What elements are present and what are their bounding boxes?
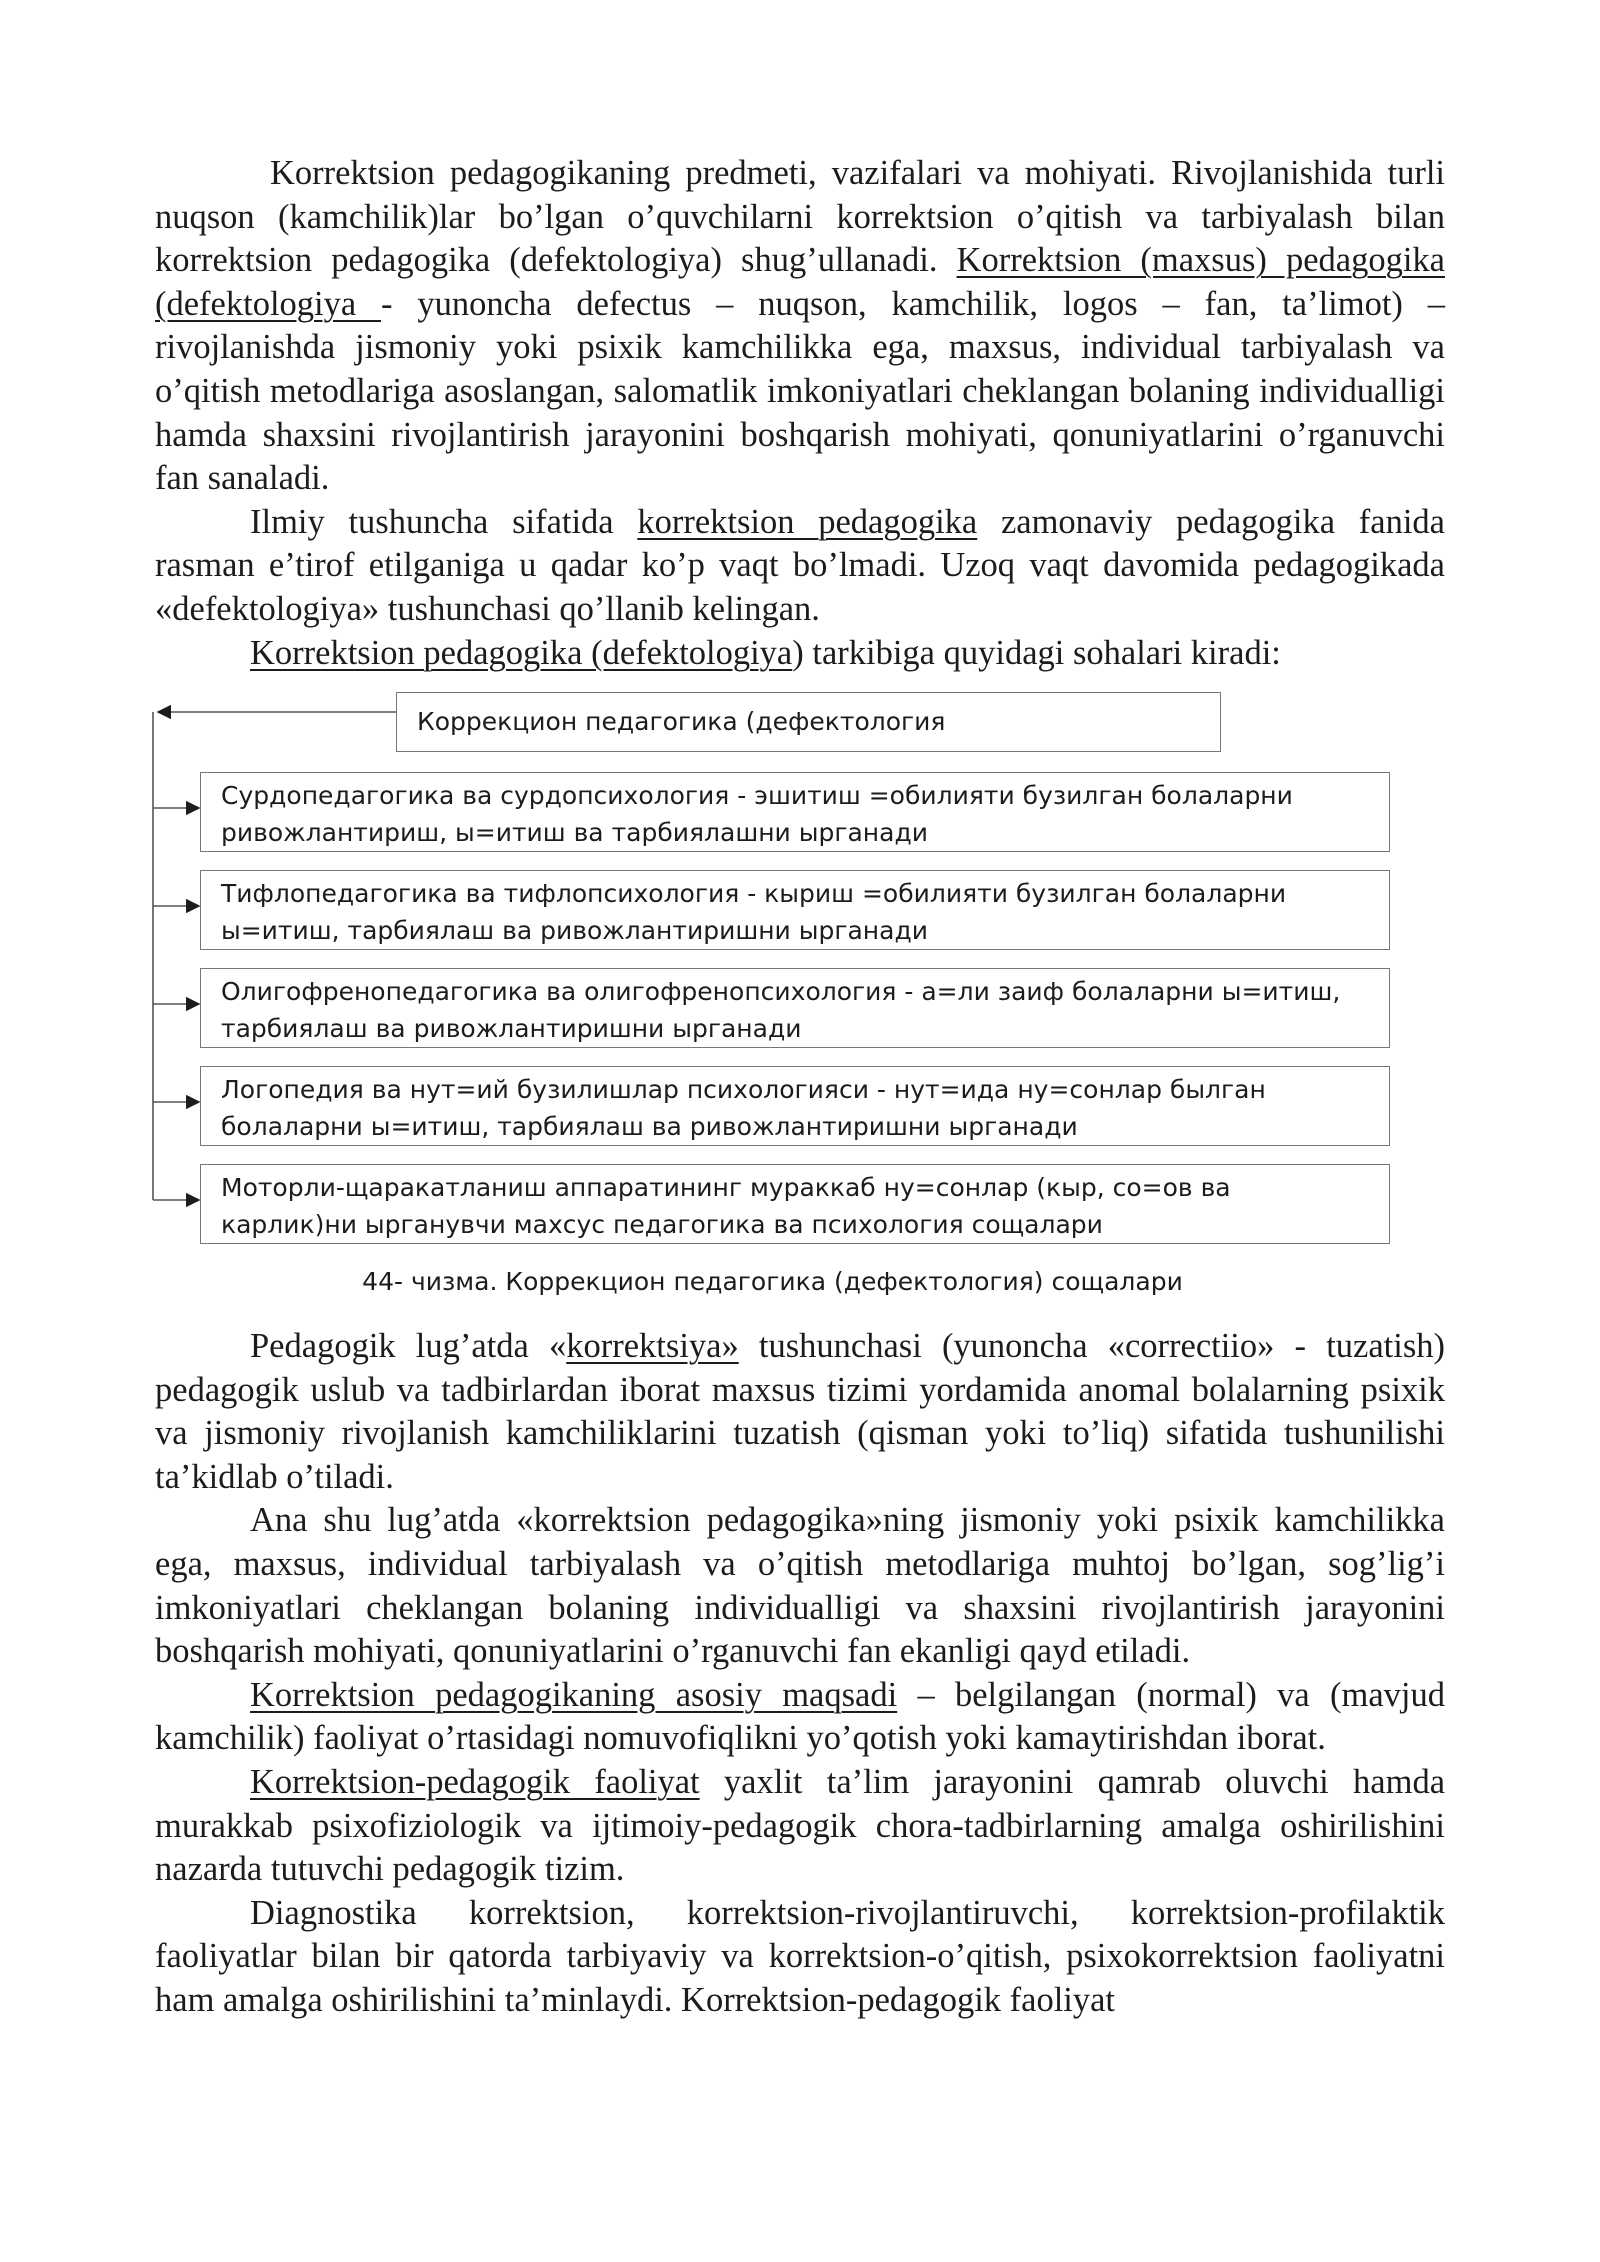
paragraph-1 [155,152,1445,501]
diagram-box-oligophrenopedagogy [200,968,1390,1048]
paragraph-6 [155,1674,1445,1761]
paragraph-7-text-b: yaxlit ta’lim jarayonini qamrab oluvchi hamda murakkab psixofiziologik va ijtimoiy-pedagogik chora-tadbirlarning amalga oshirilishini nazarda tutuvchi pedagogik tizim. [155,1762,1446,1889]
paragraph-6-text-b: – belgilangan (normal) va (mavjud kamchilik) faoliyat o’rtasidagi nomuvofiqlikni yo’qotish yoki kamaytirishdan iborat. [155,1675,1445,1758]
box-3-line-1: Олигофренопедагогика ва олигофренопсихология - а=ли заиф болаларни ы=итиш, [221,977,1341,1006]
paragraph-1-text-a: Korrektsion pedagogikaning predmeti, vazifalari va mohiyati. Rivojlanishida turli nuqson (kamchilik)lar bo’lgan o’quvchilarni korrektsion o’qitish va tarbiyalash bilan korrektsion pedagogika (defektologiya) shug’ullanadi. [155,154,1445,280]
paragraph-2-text-a: Ilmiy tushuncha sifatida [250,502,638,541]
paragraph-1-text-b: - yunoncha defectus – nuqson, kamchilik, logos – fan, ta’limot) – rivojlanishda jismoniy yoki psixik kamchilikka ega, maxsus, individual tarbiyalash va o’qitish metodlariga asoslangan, salomatlik imkoniyatlari cheklangan bolaning individualligi hamda shaxsini rivojlantirish jarayonini boshqarish mohiyati, qonuniyatlarini o’rganuvchi fan sanaladi. [155,284,1446,498]
paragraph-5 [155,1499,1445,1673]
paragraph-7-underlined-term: Korrektsion-pedagogik faoliyat [250,1762,700,1801]
diagram-box-logopedia [200,1066,1390,1146]
paragraph-3 [155,632,1445,676]
box-4-line-2: болаларни ы=итиш, тарбиялаш ва ривожлантиришни ырганади [221,1112,1078,1141]
box-5-line-1: Моторли-щаракатланиш аппаратининг мураккаб ну=сонлар (кыр, со=ов ва [221,1173,1231,1202]
figure-caption: 44- чизма. Коррекцион педагогика (дефектология) сощалари [362,1267,1183,1296]
paragraph-4-text-a: Pedagogik lug’atda « [250,1327,567,1365]
paragraph-8 [155,1892,1445,2023]
paragraph-2-underlined-term: korrektsion pedagogika [637,502,978,541]
diagram-box-motor-disorders [200,1164,1390,1244]
box-2-line-2: ы=итиш, тарбиялаш ва ривожлантиришни ырганади [221,916,929,945]
paragraph-6-underlined-term: Korrektsion pedagogikaning asosiy maqsadi [250,1675,898,1714]
paragraph-4 [155,1325,1445,1499]
box-2-line-1: Тифлопедагогика ва тифлопсихология - кыриш =обилияти бузилган болаларни [221,879,1287,908]
paragraph-8-text: Diagnostika korrektsion, korrektsion-rivojlantiruvchi, korrektsion-profilaktik faoliyatlar bilan bir qatorda tarbiyaviy va korrektsion-o’qitish, psixokorrektsion faoliyatni ham amalga oshirilishini ta’minlaydi. Korrektsion-pedagogik faoliyat [155,1893,1445,2019]
diagram-box-surdopedagogy [200,772,1390,852]
paragraph-2-text-b: zamonaviy pedagogika fanida rasman e’tirof etilganiga u qadar ko’p vaqt bo’lmadi. Uzoq vaqt davomida pedagogikada «defektologiya» tushunchasi qo’llanib kelingan. [155,502,1445,628]
box-5-line-2: карлик)ни ырганувчи махсус педагогика ва психология сощалари [221,1210,1103,1239]
paragraph-3-text-b: ) tarkibiga quyidagi sohalari kiradi: [792,633,1281,672]
paragraph-3-underlined-term: Korrektsion pedagogika (defektologiya [250,633,793,672]
paragraph-1-underlined-term: Korrektsion (maxsus) pedagogika (defektologiya [155,241,1445,323]
paragraph-5-text: Ana shu lug’atda «korrektsion pedagogika»ning jismoniy yoki psixik kamchilikka ega, maxsus, individual tarbiyalash va o’qitish metodlariga muhtoj bo’lgan, sog’lig’i imkoniyatlari cheklangan bolaning individualligi va shaxsini rivojlantirish jarayonini boshqarish mohiyati, qonuniyatlarini o’rganuvchi fan ekanligi qayd etiladi. [155,1501,1445,1671]
paragraph-4-underlined-term: korrektsiya» [566,1327,739,1365]
box-4-line-1: Логопедия ва нут=ий бузилишлар психологияси - нут=ида ну=сонлар былган [221,1075,1266,1104]
paragraph-2 [155,501,1445,632]
text-block-top [155,152,1445,675]
box-1-line-1: Сурдопедагогика ва сурдопсихология - эшитиш =обилияти бузилган болаларни [221,781,1293,810]
diagram-box-tiflopedagogy [200,870,1390,950]
paragraph-7 [155,1761,1445,1892]
paragraph-4-text-b: tushunchasi (yunoncha «correctiio» - tuzatish) pedagogik uslub va tadbirlardan iborat maxsus tizimi yordamida anomal bolalarning psixik va jismoniy rivojlanish kamchiliklarini tuzatish (qisman yoki to’liq) sifatida tushunilishi ta’kidlab o’tiladi. [155,1327,1446,1496]
diagram-header-box: Коррекцион педагогика (дефектология [396,692,1221,752]
box-1-line-2: ривожлантириш, ы=итиш ва тарбиялашни ырганади [221,818,929,847]
box-3-line-2: тарбиялаш ва ривожлантиришни ырганади [221,1014,802,1043]
text-block-bottom [155,1325,1445,2023]
